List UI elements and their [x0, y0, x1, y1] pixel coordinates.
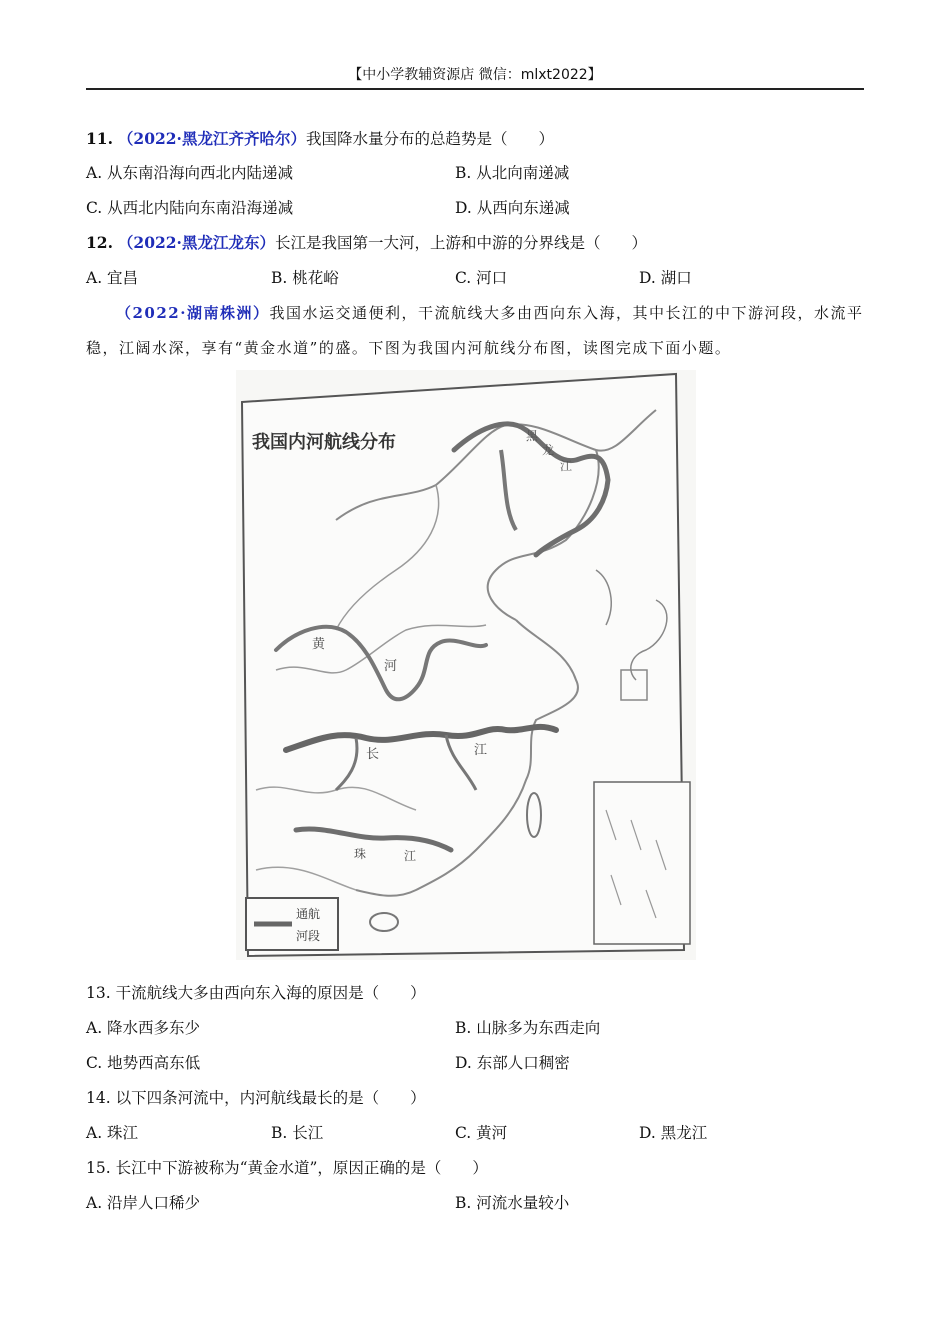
question-source: （2022·黑龙江齐齐哈尔） — [117, 129, 306, 148]
option-a: A. 珠江 — [86, 1124, 139, 1142]
label-yangtze-1: 长 — [366, 747, 380, 762]
question-12 — [86, 232, 647, 254]
question-source: （2022·黑龙江龙东） — [117, 233, 275, 252]
option-b: B. 河流水量较小 — [455, 1194, 570, 1212]
option-a: A. 降水西多东少 — [86, 1019, 201, 1037]
passage-text: 我国水运交通便利，干流航线大多由西向东入海，其中长江的中下游河段，水流平稳，江阔水深，享有“黄金水道”的盛。下图为我国内河航线分布图，读图完成下面小题。 — [86, 304, 864, 357]
map-figure — [236, 370, 696, 960]
question-15: 15. 长江中下游被称为“黄金水道”，原因正确的是（ ） — [86, 1159, 488, 1177]
option-a: A. 从东南沿海向西北内陆递减 — [86, 164, 294, 182]
reading-passage — [86, 296, 864, 366]
label-heilong-2: 龙 — [542, 443, 555, 457]
label-pearl-1: 珠 — [354, 847, 367, 861]
label-yellow-river-1: 黄 — [312, 637, 326, 652]
map-title: 我国内河航线分布 — [252, 432, 396, 453]
option-d: D. 东部人口稠密 — [455, 1054, 570, 1072]
option-d: D. 湖口 — [639, 269, 692, 287]
page-header: 【中小学教辅资源店 微信：mlxt2022】 — [86, 64, 864, 90]
legend-text-line1: 通航 — [296, 907, 321, 921]
label-heilong-1: 黑 — [526, 429, 539, 443]
option-c: C. 从西北内陆向东南沿海递减 — [86, 199, 294, 217]
question-stem: 长江是我国第一大河，上游和中游的分界线是（ ） — [274, 234, 647, 252]
question-number: 11. — [86, 129, 113, 148]
question-number: 12. — [86, 233, 113, 252]
label-heilong-3: 江 — [560, 459, 573, 473]
option-d: D. 从西向东递减 — [455, 199, 570, 217]
option-b: B. 长江 — [271, 1124, 324, 1142]
option-a: A. 宜昌 — [86, 269, 139, 287]
option-b: B. 从北向南递减 — [455, 164, 570, 182]
option-c: C. 黄河 — [455, 1124, 508, 1142]
label-yellow-river-2: 河 — [384, 659, 398, 674]
option-b: B. 山脉多为东西走向 — [455, 1019, 601, 1037]
question-13: 13. 干流航线大多由西向东入海的原因是（ ） — [86, 984, 426, 1002]
option-c: C. 河口 — [455, 269, 508, 287]
option-b: B. 桃花峪 — [271, 269, 339, 287]
legend-text-line2: 河段 — [296, 929, 321, 943]
question-stem: 我国降水量分布的总趋势是（ ） — [305, 130, 554, 148]
inland-waterway-map — [236, 370, 696, 960]
option-a: A. 沿岸人口稀少 — [86, 1194, 201, 1212]
question-11 — [86, 128, 554, 150]
option-c: C. 地势西高东低 — [86, 1054, 201, 1072]
question-14: 14. 以下四条河流中，内河航线最长的是（ ） — [86, 1089, 426, 1107]
label-pearl-2: 江 — [404, 849, 417, 863]
passage-source: （2022·湖南株洲） — [116, 304, 270, 322]
option-d: D. 黑龙江 — [639, 1124, 708, 1142]
label-yangtze-2: 江 — [474, 743, 488, 758]
